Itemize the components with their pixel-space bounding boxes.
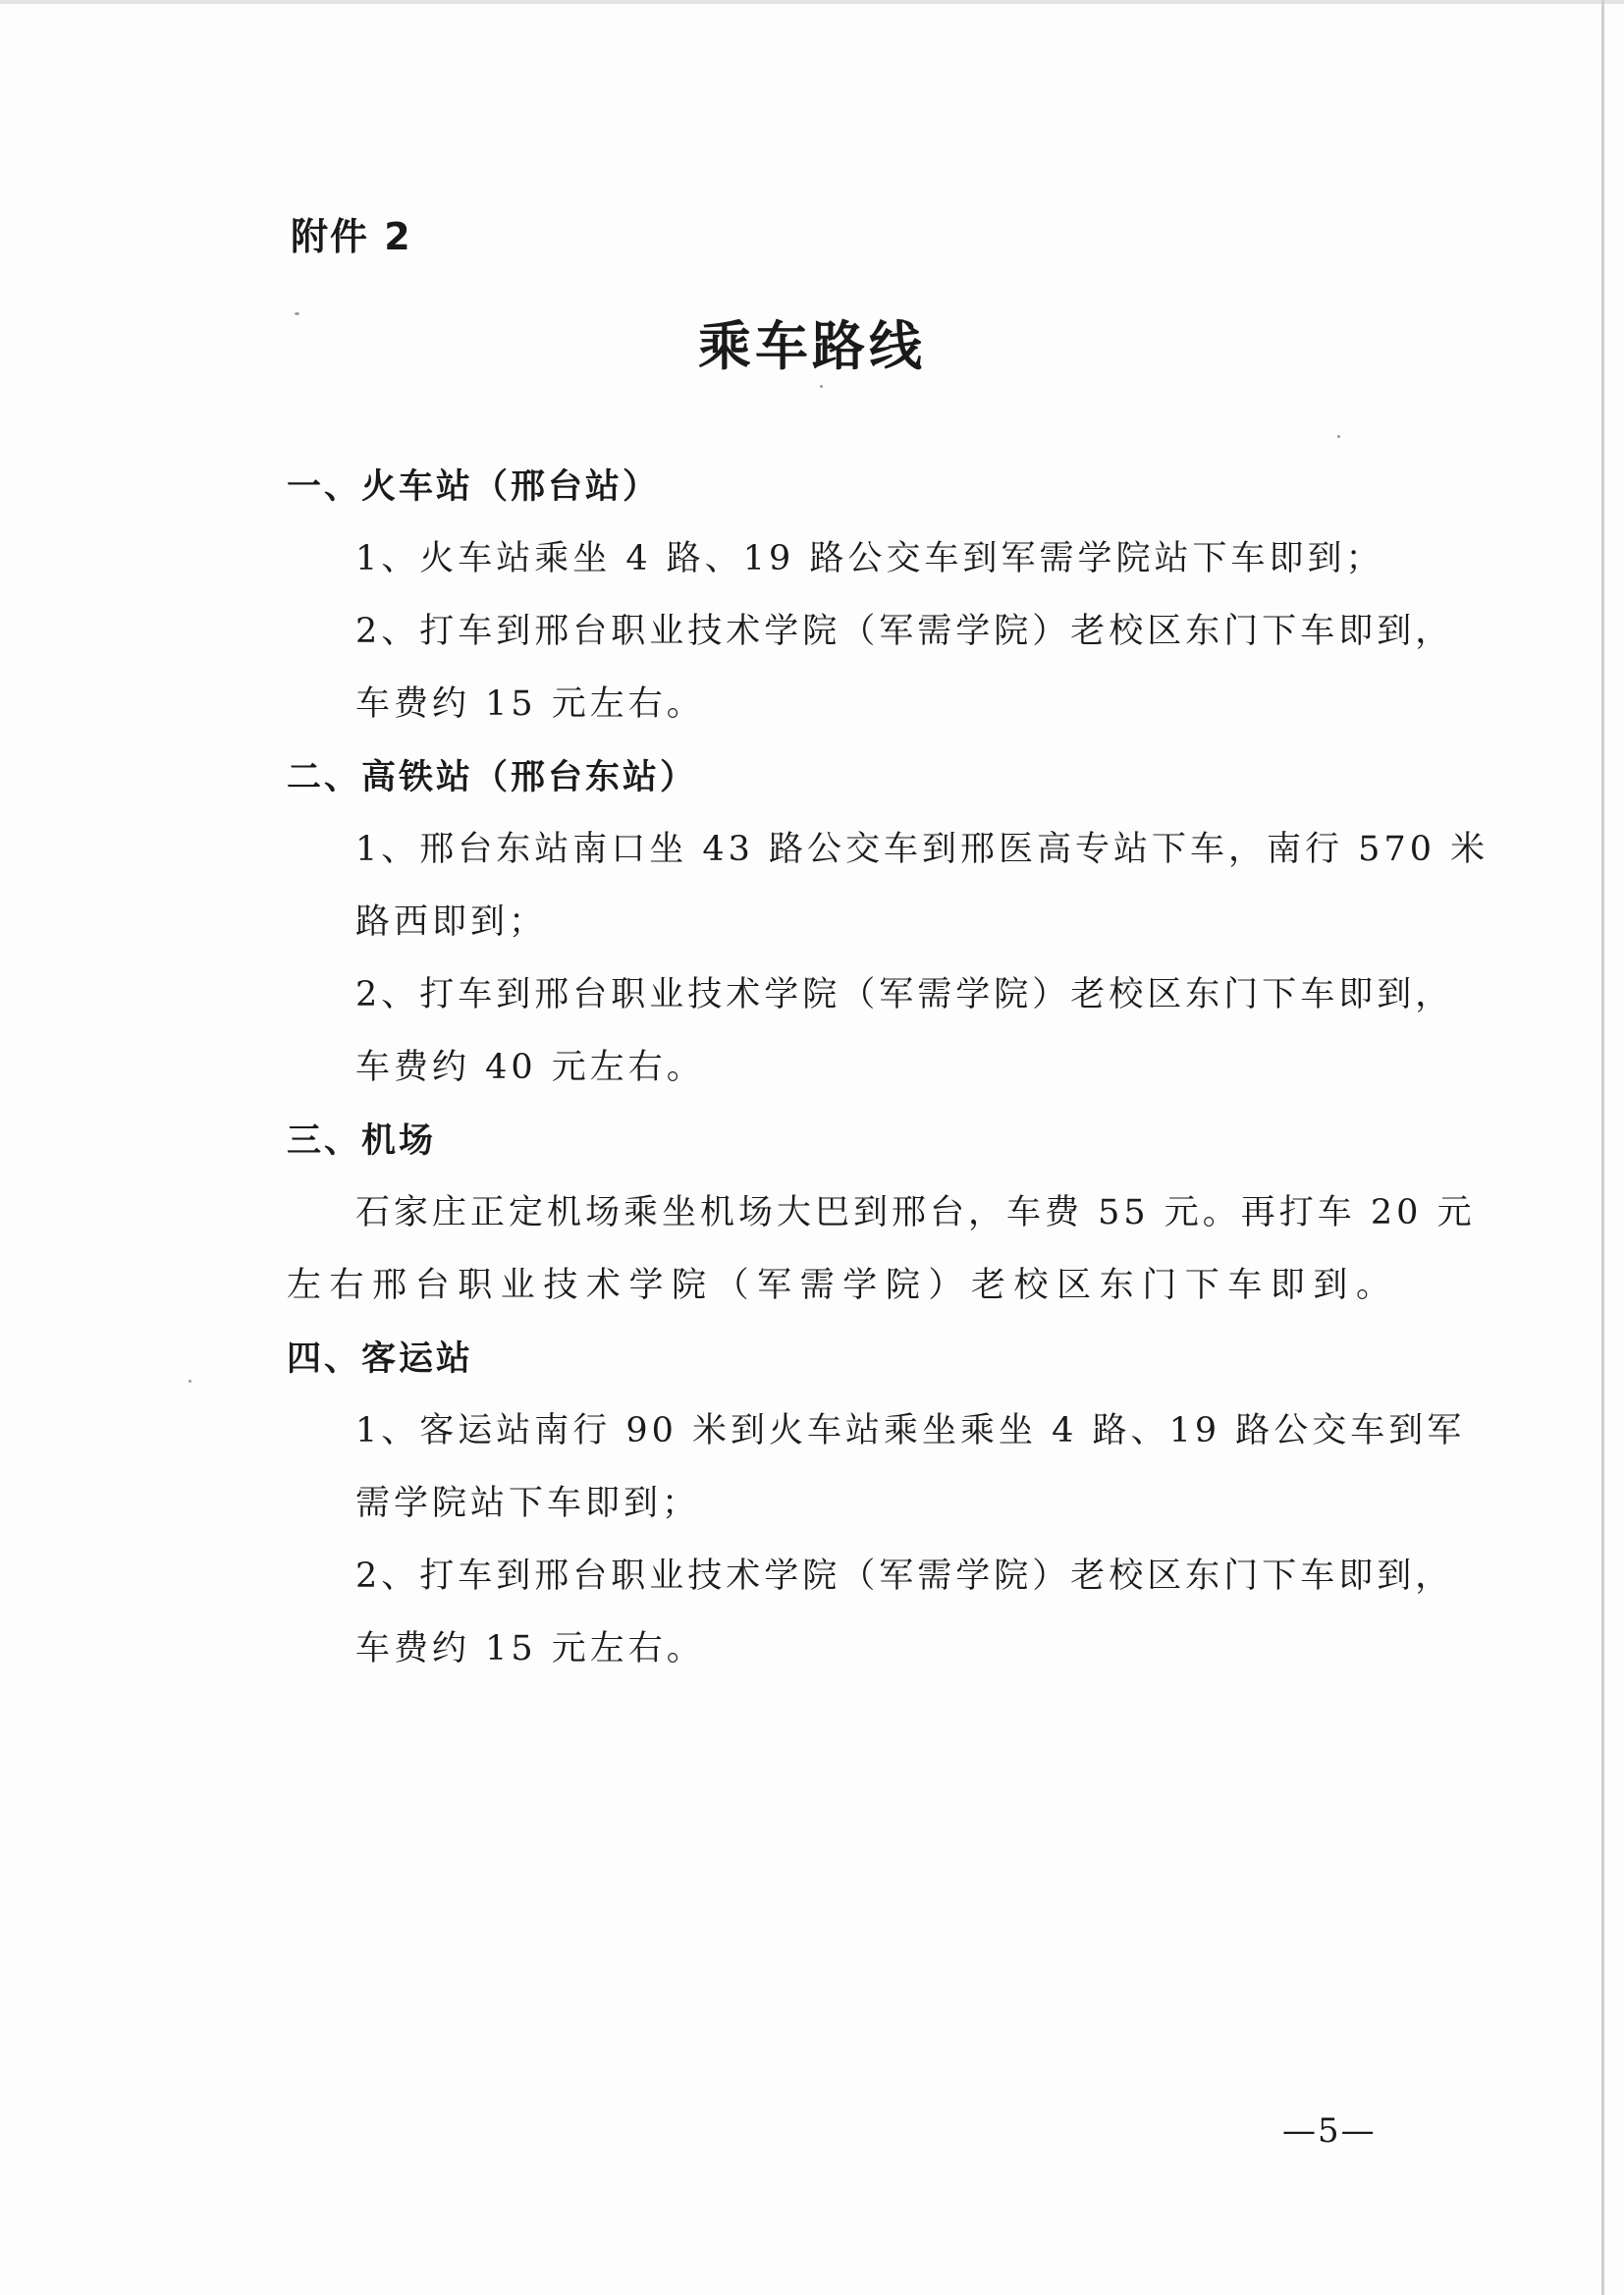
section-heading-bus-station: 四、客运站 (287, 1339, 474, 1379)
section-line: 需学院站下车即到； (355, 1484, 701, 1523)
section-line: 左右邢台职业技术学院（军需学院）老校区东门下车即到。 (287, 1266, 1394, 1305)
page-title: 乘车路线 (698, 315, 926, 377)
section-line: 2、打车到邢台职业技术学院（军需学院）老校区东门下车即到， (355, 1557, 1454, 1596)
section-line: 1、邢台东站南口坐 43 路公交车到邢医高专站下车，南行 570 米 (355, 830, 1489, 869)
section-line: 2、打车到邢台职业技术学院（军需学院）老校区东门下车即到， (355, 612, 1454, 651)
section-line: 路西即到； (355, 902, 548, 942)
section-line: 2、打车到邢台职业技术学院（军需学院）老校区东门下车即到， (355, 975, 1454, 1014)
section-heading-airport: 三、机场 (287, 1120, 437, 1161)
scan-speck (1337, 435, 1340, 438)
scan-top-edge (0, 0, 1624, 4)
section-heading-train-station: 一、火车站（邢台站） (287, 466, 661, 507)
scan-speck (820, 385, 823, 388)
section-line: 1、客运站南行 90 米到火车站乘坐乘坐 4 路、19 路公交车到军 (355, 1411, 1466, 1450)
section-line: 石家庄正定机场乘坐机场大巴到邢台，车费 55 元。再打车 20 元 (355, 1193, 1476, 1232)
attachment-label: 附件 2 (291, 215, 412, 258)
page-number: —5— (1282, 2111, 1377, 2151)
section-line: 车费约 15 元左右。 (355, 684, 705, 724)
section-line: 车费约 40 元左右。 (355, 1048, 705, 1087)
section-line: 1、火车站乘坐 4 路、19 路公交车到军需学院站下车即到； (355, 539, 1384, 578)
section-heading-high-speed-rail: 二、高铁站（邢台东站） (287, 757, 698, 797)
section-line: 车费约 15 元左右。 (355, 1629, 705, 1668)
scan-speck (189, 1380, 191, 1383)
